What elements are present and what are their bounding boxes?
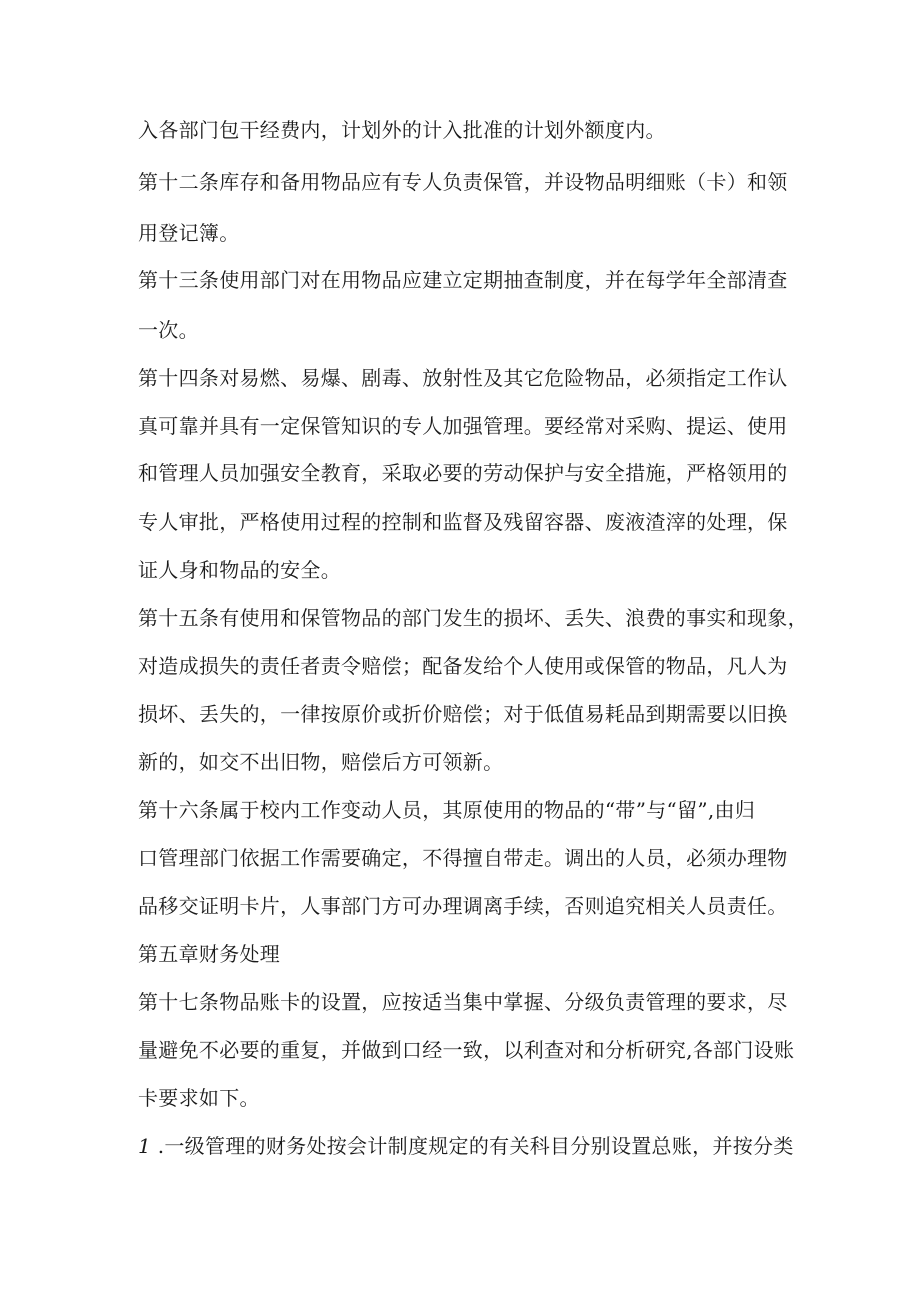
text-line: 专人审批，严格使用过程的控制和监督及残留容器、废液渣滓的处理，保 — [138, 510, 788, 534]
list-item-number: 1 — [138, 1134, 152, 1158]
article-17-line: 第十七条物品账卡的设置，应按适当集中掌握、分级负责管理的要求，尽 — [138, 990, 788, 1014]
text-line: 和管理人员加强安全教育，采取必要的劳动保护与安全措施，严格领用的 — [138, 461, 788, 485]
article-16-line: 第十六条属于校内工作变动人员，其原使用的物品的“带”与“留”,由归 — [138, 798, 756, 822]
article-13-line: 第十三条使用部门对在用物品应建立定期抽查制度，并在每学年全部清查 — [138, 268, 788, 292]
article-12-line: 第十二条库存和备用物品应有专人负责保管，并设物品明细账（卡）和领 — [138, 170, 788, 194]
text-line: 入各部门包干经费内，计划外的计入批准的计划外额度内。 — [138, 118, 666, 142]
text-line: 新的，如交不出旧物，赔偿后方可领新。 — [138, 750, 504, 774]
text-line: 证人身和物品的安全。 — [138, 558, 341, 582]
text-line: 量避免不必要的重复，并做到口经一致，以利查对和分析研究,各部门设账 — [138, 1038, 795, 1062]
chapter-5-heading: 第五章财务处理 — [138, 942, 281, 966]
list-item-1 — [138, 1134, 794, 1158]
article-15-line: 第十五条有使用和保管物品的部门发生的损坏、丢失、浪费的事实和现象， — [138, 606, 808, 630]
text-line: 用登记簿。 — [138, 221, 240, 245]
text-line: 一次。 — [138, 318, 199, 342]
article-14-line: 第十四条对易燃、易爆、剧毒、放射性及其它危险物品，必须指定工作认 — [138, 366, 788, 390]
text-line: 对造成损失的责任者责令赔偿；配备发给个人使用或保管的物品，凡人为 — [138, 654, 788, 678]
list-item-text: .一级管理的财务处按会计制度规定的有关科目分别设置总账，并按分类 — [151, 1134, 794, 1158]
text-line: 卡要求如下。 — [138, 1086, 260, 1110]
text-line: 口管理部门依据工作需要确定，不得擅自带走。调出的人员，必须办理物 — [138, 846, 788, 870]
text-line: 损坏、丢失的，一律按原价或折价赔偿；对于低值易耗品到期需要以旧换 — [138, 702, 788, 726]
text-line: 真可靠并具有一定保管知识的专人加强管理。要经常对采购、提运、使用 — [138, 414, 788, 438]
text-line: 品移交证明卡片，人事部门方可办理调离手续，否则追究相关人员责任。 — [138, 894, 788, 918]
